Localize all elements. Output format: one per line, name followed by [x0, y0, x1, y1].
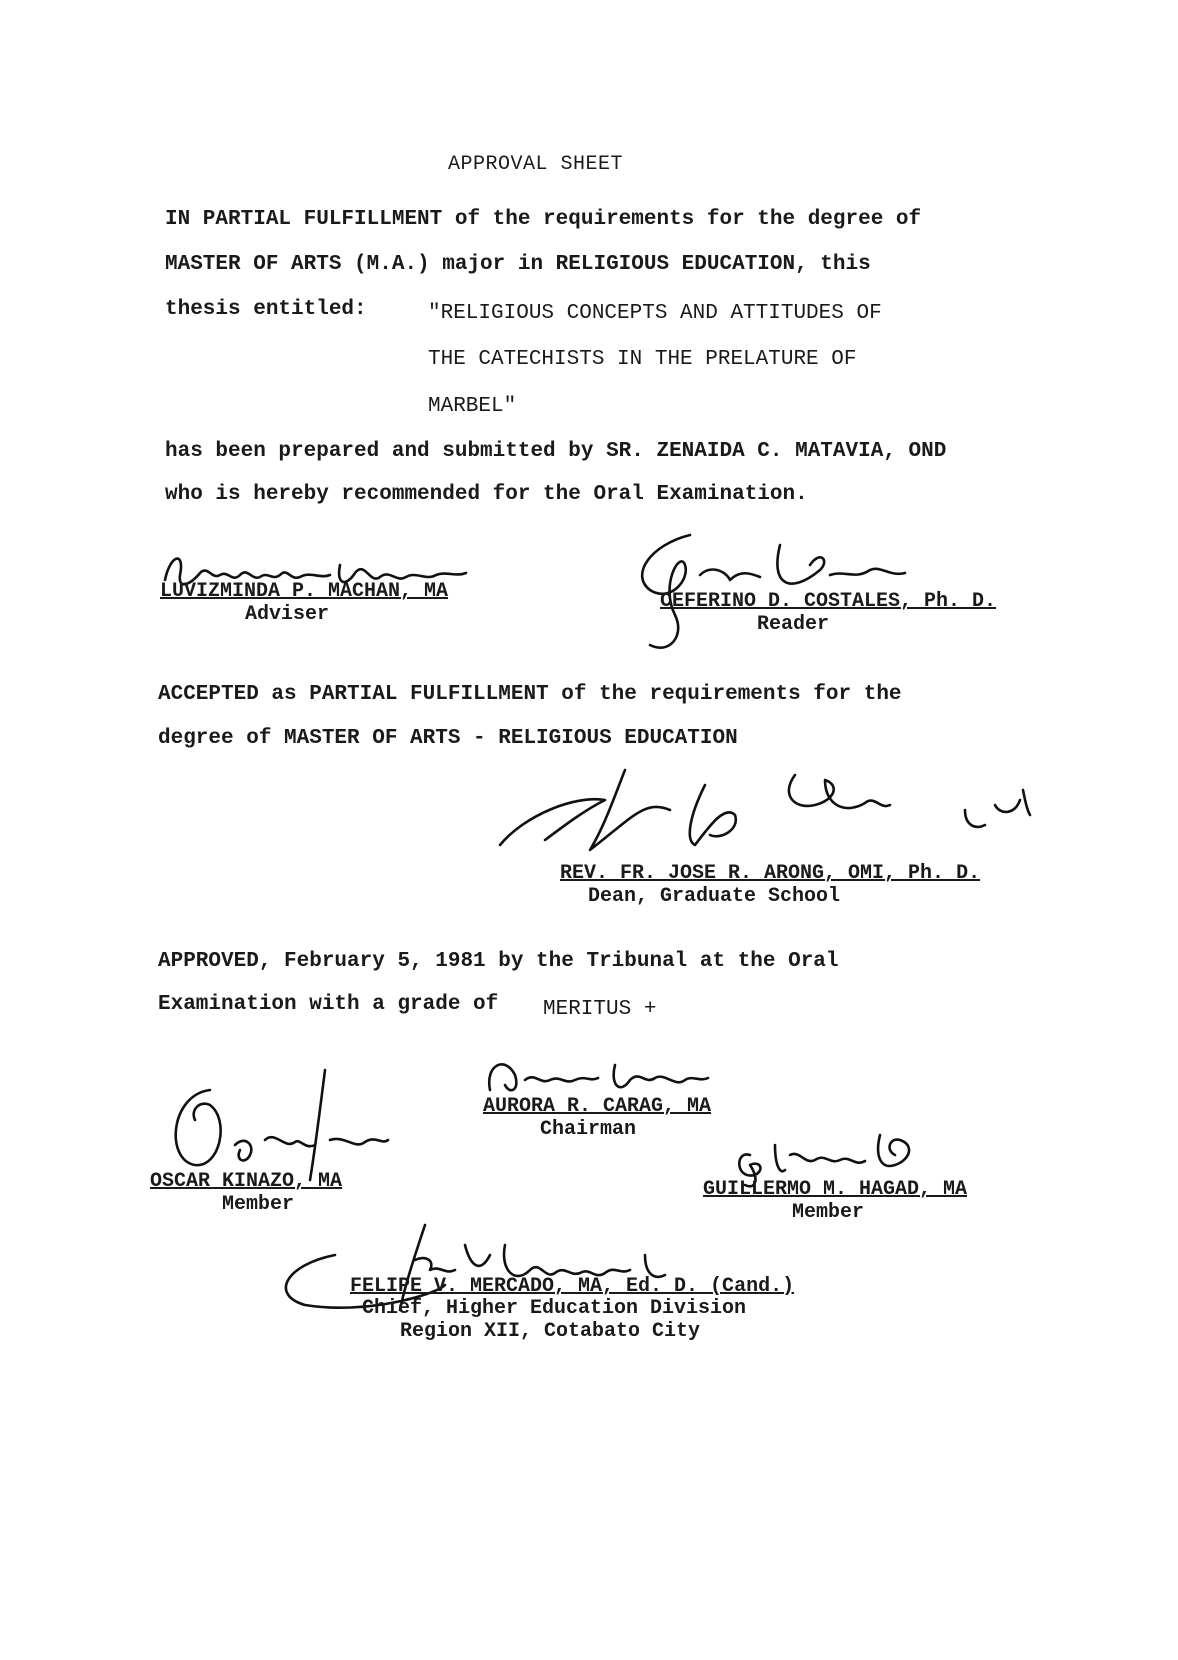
- thesis-title-line2: THE CATECHISTS IN THE PRELATURE OF: [428, 348, 857, 371]
- grade-value: MERITUS +: [543, 998, 657, 1021]
- dean-role: Dean, Graduate School: [588, 885, 841, 908]
- chairman-name: AURORA R. CARAG, MA: [483, 1095, 712, 1118]
- chief-role-line1: Chief, Higher Education Division: [362, 1297, 747, 1320]
- member2-name: GUILLERMO M. HAGAD, MA: [703, 1178, 968, 1201]
- thesis-title-line3: MARBEL": [428, 395, 517, 418]
- member2-role: Member: [792, 1201, 865, 1224]
- thesis-title-line1: "RELIGIOUS CONCEPTS AND ATTITUDES OF: [428, 302, 882, 325]
- para3-line2-label: Examination with a grade of: [158, 993, 499, 1016]
- dean-name: REV. FR. JOSE R. ARONG, OMI, Ph. D.: [560, 862, 981, 885]
- para1-line1: IN PARTIAL FULFILLMENT of the requirements for the degree of: [165, 208, 922, 231]
- reader-name: CEFERINO D. COSTALES, Ph. D.: [660, 590, 997, 613]
- para1-line3-label: thesis entitled:: [165, 298, 367, 321]
- para2-line1: ACCEPTED as PARTIAL FULFILLMENT of the requirements for the: [158, 683, 902, 706]
- para2-line2: degree of MASTER OF ARTS - RELIGIOUS EDUCATION: [158, 727, 738, 750]
- para3-line1: APPROVED, February 5, 1981 by the Tribunal at the Oral: [158, 950, 839, 973]
- member1-signature: [150, 1050, 390, 1190]
- para1-line5: who is hereby recommended for the Oral Examination.: [165, 483, 808, 506]
- adviser-name: LUVIZMINDA P. MACHAN, MA: [160, 580, 449, 603]
- member1-role: Member: [222, 1193, 295, 1216]
- member1-name: OSCAR KINAZO, MA: [150, 1170, 343, 1193]
- chairman-role: Chairman: [540, 1118, 637, 1141]
- adviser-role: Adviser: [245, 603, 330, 626]
- document-title: APPROVAL SHEET: [448, 153, 624, 176]
- dean-signature: [495, 755, 1055, 865]
- para1-line4: has been prepared and submitted by SR. ZENAIDA C. MATAVIA, OND: [165, 440, 947, 463]
- para1-line2: MASTER OF ARTS (M.A.) major in RELIGIOUS EDUCATION, this: [165, 253, 871, 276]
- chief-role-line2: Region XII, Cotabato City: [400, 1320, 701, 1343]
- chief-name: FELIPE V. MERCADO, MA, Ed. D. (Cand.): [350, 1275, 795, 1298]
- reader-role: Reader: [757, 613, 830, 636]
